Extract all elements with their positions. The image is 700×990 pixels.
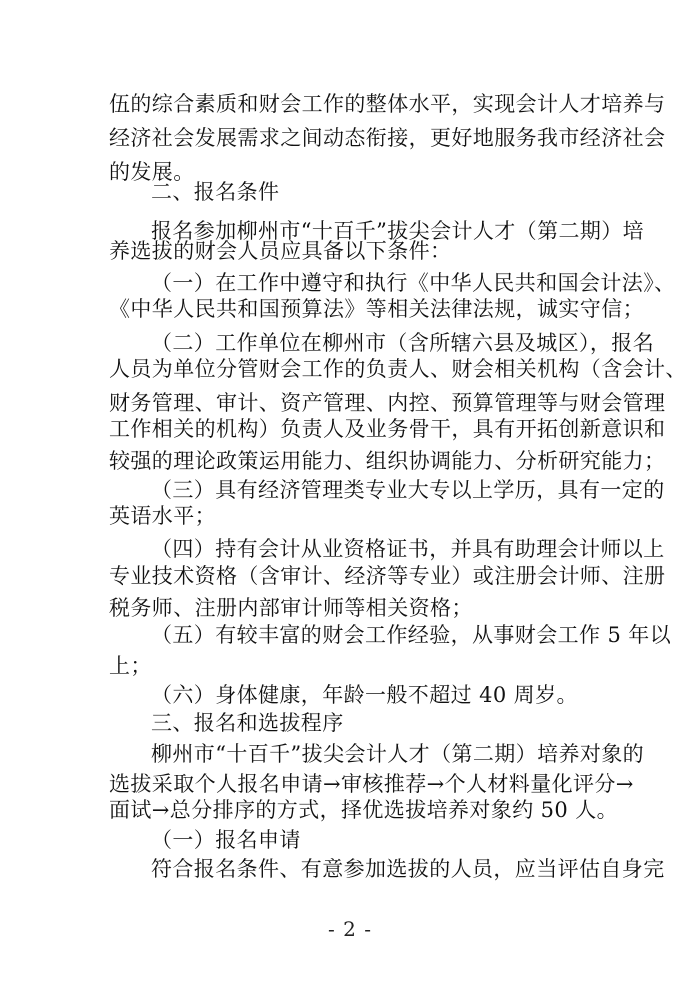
list-item-line: （一）在工作中遵守和执行《中华人民共和国会计法》、 [151,271,676,295]
list-item-line: （六）身体健康，年龄一般不超过 40 周岁。 [151,683,578,707]
list-item-line: （五）有较丰富的财会工作经验，从事财会工作 5 年以 [151,623,672,647]
section-heading: 三、报名和选拔程序 [151,711,344,735]
text-line: 面试→总分排序的方式，择优选拔培养对象约 50 人。 [109,798,619,822]
text-line: 税务师、注册内部审计师等相关资格； [109,596,473,620]
subsection-heading: （一）报名申请 [151,828,301,852]
list-item-line: （四）持有会计从业资格证书，并具有助理会计师以上 [151,537,665,561]
text-line: 英语水平； [109,504,216,528]
text-line: 较强的理论政策运用能力、组织协调能力、分析研究能力； [109,449,666,473]
text-line: 上； [109,654,152,678]
text-line: 符合报名条件、有意参加选拔的人员，应当评估自身完 [151,857,665,881]
text-line: 养选拔的财会人员应具备以下条件： [109,239,452,263]
list-item-line: （三）具有经济管理类专业大专以上学历，具有一定的 [151,478,665,502]
text-line: 报名参加柳州市“十百千”拔尖会计人才（第二期）培 [151,219,645,243]
text-line: 财务管理、审计、资产管理、内控、预算管理等与财会管理 [109,391,666,415]
text-line: 柳州市“十百千”拔尖会计人才（第二期）培养对象的 [151,742,645,766]
text-line: 经济社会发展需求之间动态衔接，更好地服务我市经济社会 [109,126,666,150]
text-line: 的发展。 [109,160,195,184]
text-line: 专业技术资格（含审计、经济等专业）或注册会计师、注册 [109,564,666,588]
page-number: - 2 - [328,917,372,941]
text-line: 伍的综合素质和财会工作的整体水平，实现会计人才培养与 [109,92,666,116]
text-line: 选拔采取个人报名申请→审核推荐→个人材料量化评分→ [109,772,634,796]
section-heading: 二、报名条件 [151,180,280,204]
text-line: 工作相关的机构）负责人及业务骨干，具有开拓创新意识和 [109,417,666,441]
text-line: 《中华人民共和国预算法》等相关法律法规，诚实守信； [109,297,644,321]
text-line: 人员为单位分管财会工作的负责人、财会相关机构（含会计、 [109,357,687,381]
list-item-line: （二）工作单位在柳州市（含所辖六县及城区），报名 [151,331,655,355]
